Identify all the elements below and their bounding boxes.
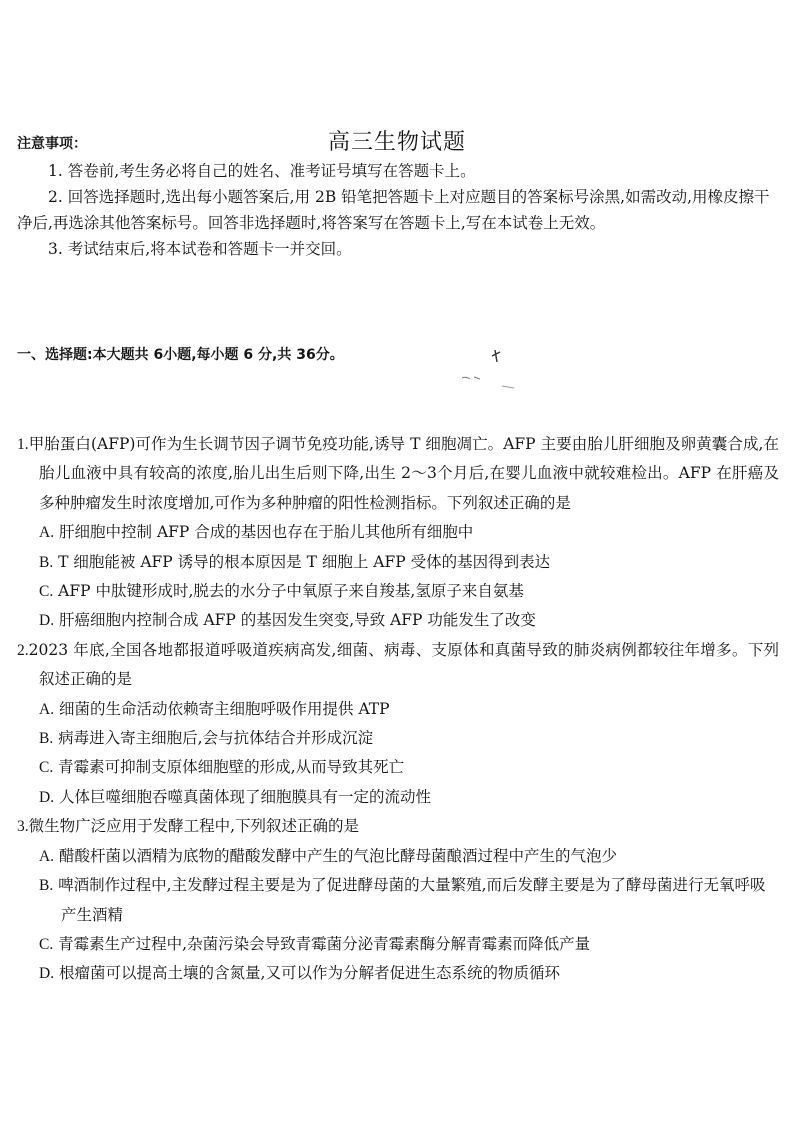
option-label: D. (39, 788, 55, 806)
option-text: 细菌的生命活动依赖寄主细胞呼吸作用提供 ATP (59, 699, 390, 718)
option-text: 根瘤菌可以提高土壤的含氮量,又可以作为分解者促进生态系统的物质循环 (59, 964, 560, 983)
option-label: B. (39, 553, 54, 571)
option (17, 783, 779, 812)
option-text: 肝细胞中控制 AFP 合成的基因也存在于胎儿其他所有细胞中 (59, 523, 474, 542)
scan-smudge-marks (440, 342, 560, 402)
section-heading: 一、选择题:本大题共 6小题,每小题 6 分,共 36分。 (17, 347, 344, 363)
question-stem (17, 636, 779, 695)
notice-label: 注意事项： (17, 136, 87, 152)
notice-item: 2. 回答选择题时,选出每小题答案后,用 2B 铅笔把答题卡上对应题目的答案标号涂黑,如需改动,用橡皮擦干净后,再选涂其他答案标号。回答非选择题时,将答案写在答题卡上,写在本试卷上无效。 (17, 188, 770, 232)
option (17, 606, 779, 635)
option-text: 人体巨噬细胞吞噬真菌体现了细胞膜具有一定的流动性 (59, 787, 432, 806)
option (17, 518, 779, 547)
option (17, 724, 779, 753)
notice-item: 3. 考试结束后,将本试卷和答题卡一并交回。 (48, 240, 352, 258)
option-text: 病毒进入寄主细胞后,会与抗体结合并形成沉淀 (58, 729, 374, 748)
option-text: 青霉素可抑制支原体细胞壁的形成,从而导致其死亡 (58, 758, 405, 777)
notice-list (17, 158, 777, 262)
option-label: D. (39, 612, 55, 630)
option-text: AFP 中肽键形成时,脱去的水分子中氧原子来自羧基,氢原子来自氨基 (58, 582, 524, 601)
option-label: A. (39, 847, 55, 865)
option-label: C. (39, 935, 54, 953)
option-label: A. (39, 700, 55, 718)
option (17, 577, 779, 606)
option-text: T 细胞能被 AFP 诱导的根本原因是 T 细胞上 AFP 受体的基因得到表达 (58, 552, 551, 571)
option (17, 548, 779, 577)
page-title: 高三生物试题 (327, 130, 466, 155)
question (17, 430, 779, 636)
question-text: 甲胎蛋白(AFP)可作为生长调节因子调节免疫功能,诱导 T 细胞凋亡。AFP 主要由胎儿肝细胞及卵黄囊合成,在胎儿血液中具有较高的浓度,胎儿出生后则下降,出生 2～3个月后,在婴儿血液中就较难检出。AFP 在肝癌及多种肿瘤发生时浓度增加,可作为多种肿瘤的阳性检测指标。下列叙述正确的是 (28, 435, 779, 512)
option-label: D. (39, 965, 55, 983)
option-label: B. (39, 877, 54, 895)
question-text: 微生物广泛应用于发酵工程中,下列叙述正确的是 (28, 817, 360, 836)
option-text: 肝癌细胞内控制合成 AFP 的基因发生突变,导致 AFP 功能发生了改变 (59, 611, 536, 630)
option-text: 青霉素生产过程中,杂菌污染会导致青霉菌分泌青霉素酶分解青霉素而降低产量 (58, 934, 591, 953)
question-number: 2. (17, 641, 29, 659)
question-stem (17, 812, 779, 841)
option (17, 842, 779, 871)
question (17, 812, 779, 988)
option (17, 871, 779, 930)
question-list (17, 430, 779, 989)
option (17, 930, 779, 959)
question-stem (17, 430, 779, 518)
question-number: 1. (17, 436, 29, 453)
option (17, 959, 779, 988)
question (17, 636, 779, 812)
option-label: B. (39, 730, 54, 748)
option-text: 啤酒制作过程中,主发酵过程主要是为了促进酵母菌的大量繁殖,而后发酵主要是为了酵母菌进行无氧呼吸产生酒精 (58, 876, 766, 924)
option-label: C. (39, 583, 54, 601)
option-text: 醋酸杆菌以酒精为底物的醋酸发酵中产生的气泡比酵母菌酿酒过程中产生的气泡少 (59, 846, 618, 865)
option (17, 695, 779, 724)
notice-item: 1. 答卷前,考生务必将自己的姓名、准考证号填写在答题卡上。 (48, 162, 476, 180)
option-label: C. (39, 759, 54, 777)
option (17, 753, 779, 782)
question-text: 2023 年底,全国各地都报道呼吸道疾病高发,细菌、病毒、支原体和真菌导致的肺炎病例都较往年增多。下列叙述正确的是 (28, 640, 779, 689)
option-label: A. (39, 524, 55, 542)
question-number: 3. (17, 818, 29, 836)
